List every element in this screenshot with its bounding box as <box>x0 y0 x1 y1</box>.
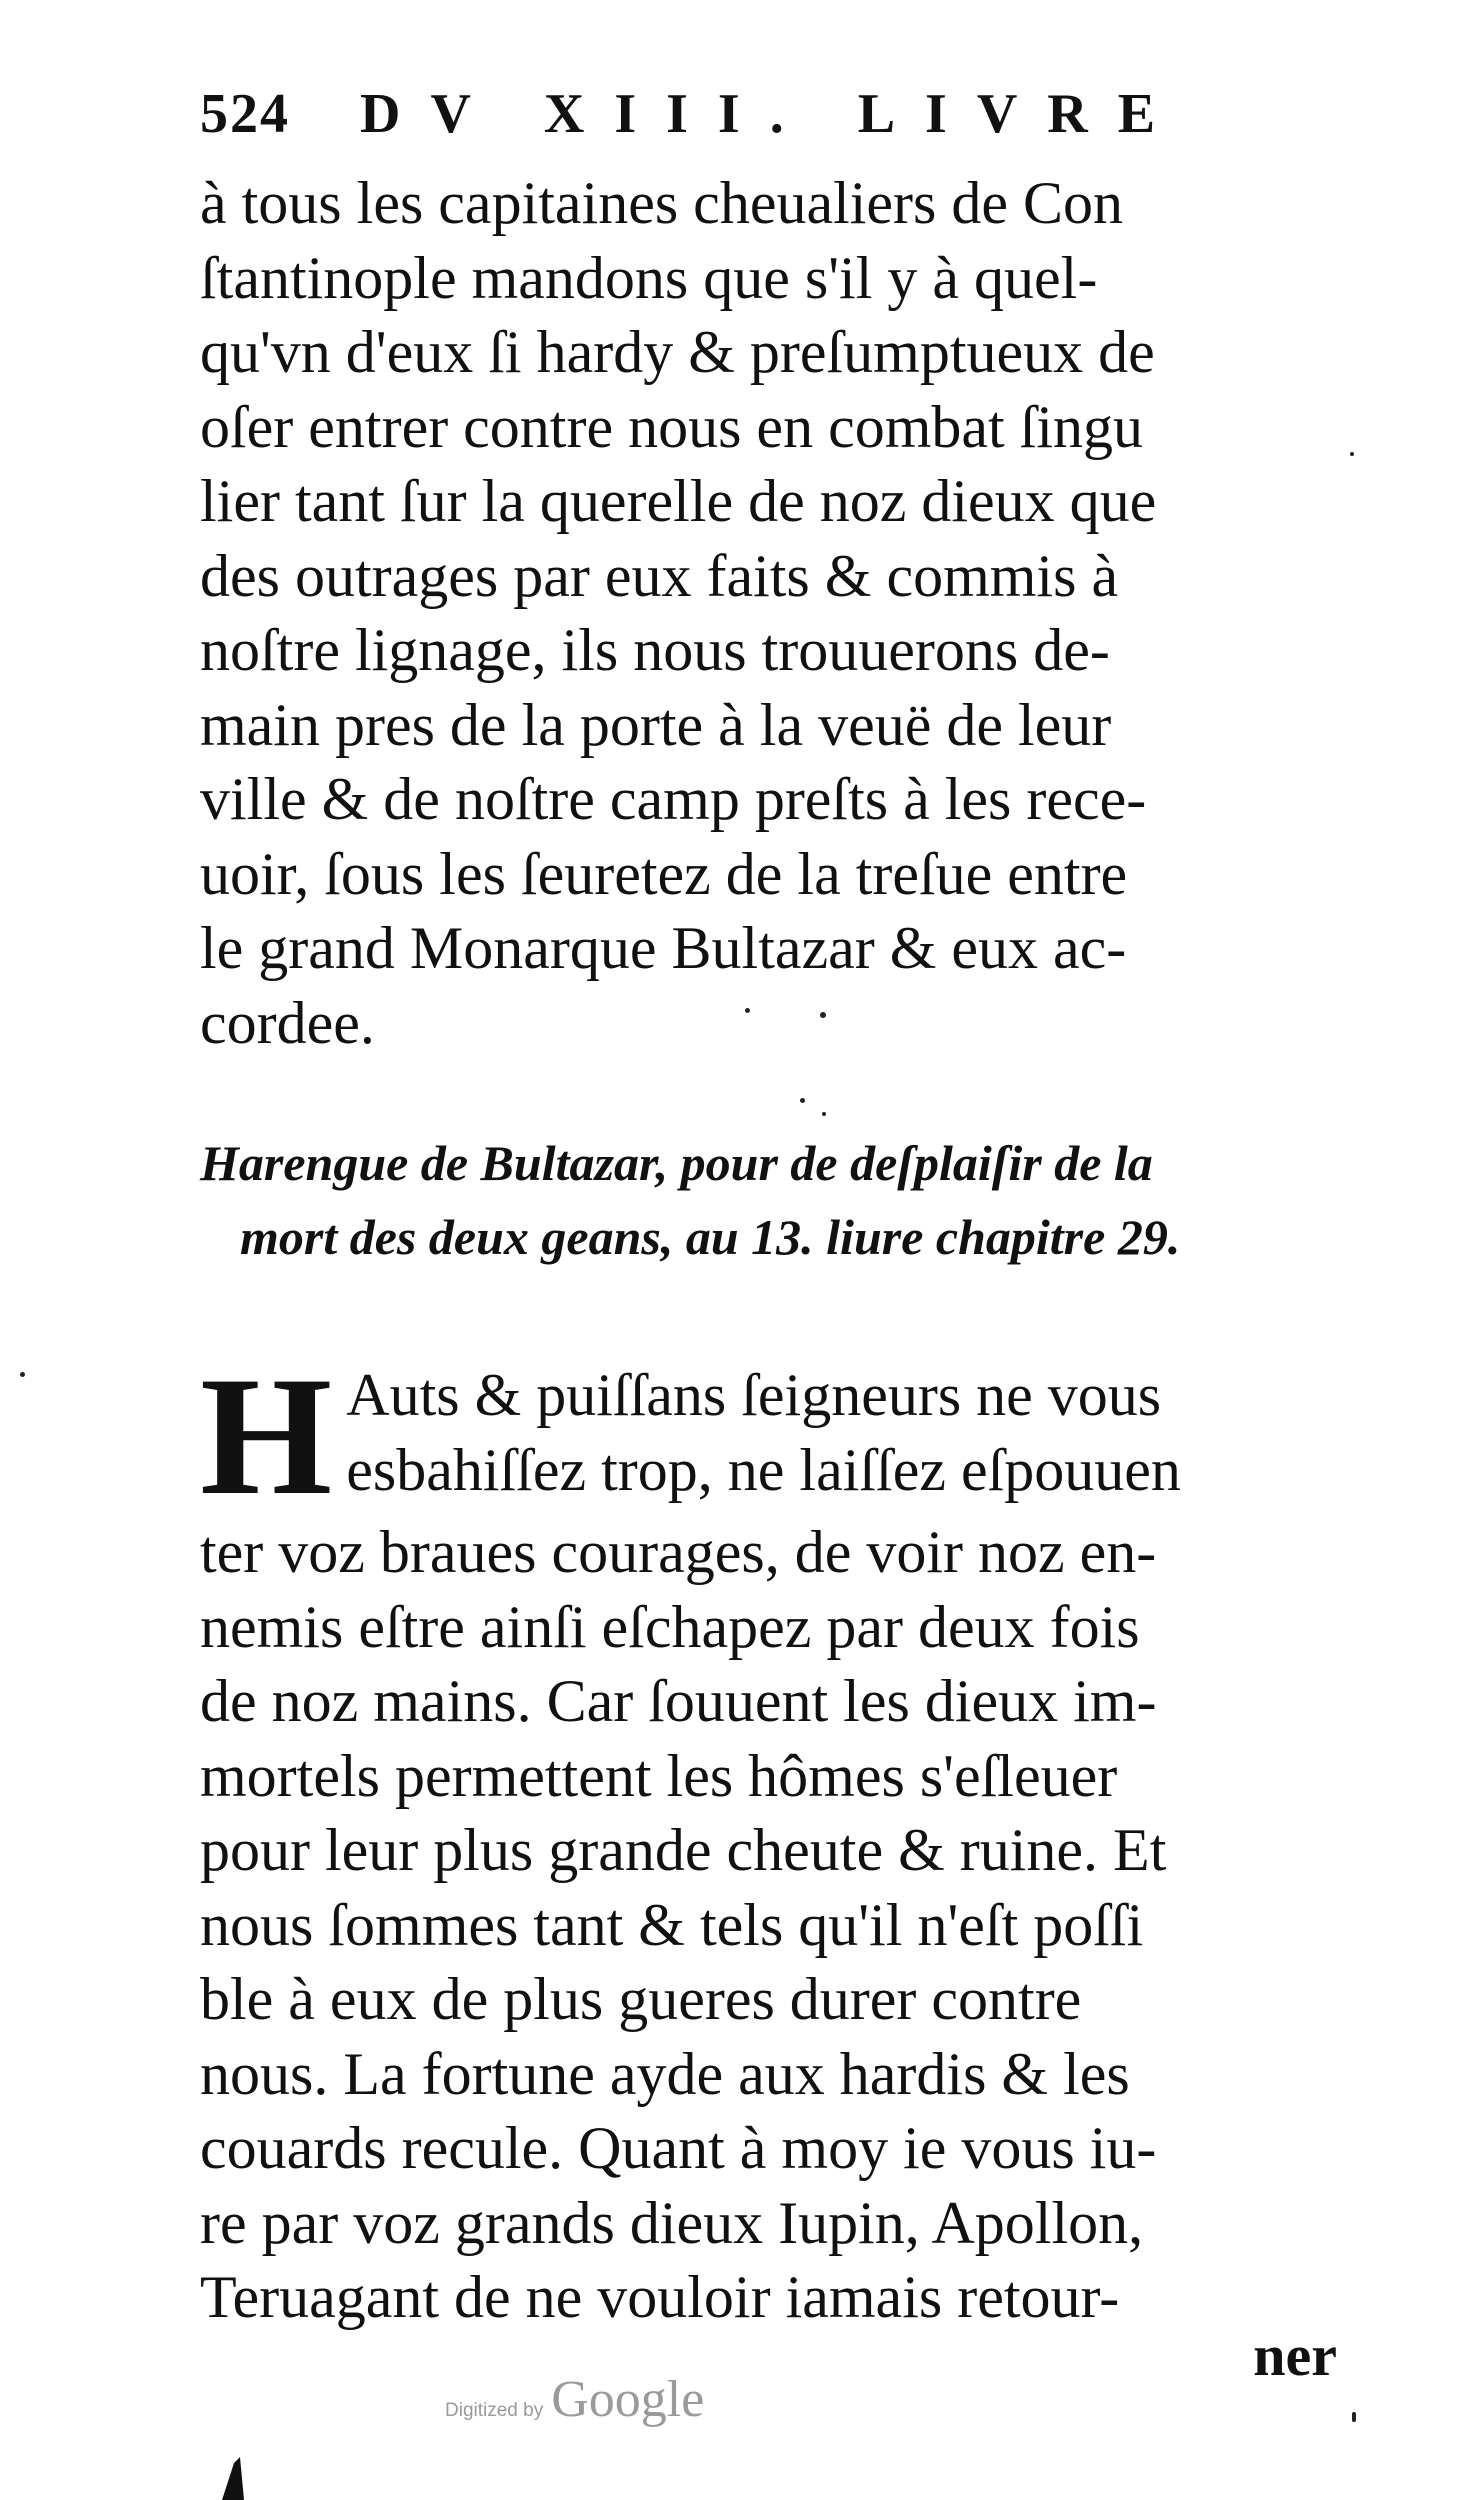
heading-line: mort des deux geans, au 13. liure chapitre 29. <box>240 1209 1181 1265</box>
text-line: ville & de noſtre camp preſts à les rece- <box>200 766 1147 832</box>
text-line: pour leur plus grande cheute & ruine. Et <box>200 1817 1167 1883</box>
text-line: ter voz braues courages, de voir noz en- <box>200 1519 1157 1585</box>
digitized-watermark <box>445 2370 704 2429</box>
text-line: ſtantinople mandons que s'il y à quel- <box>200 244 1098 311</box>
ink-speck <box>745 1008 750 1013</box>
text-line: couards recule. Quant à moy ie vous iu- <box>200 2115 1157 2181</box>
ink-speck <box>1350 452 1354 456</box>
text-line: re par voz grands dieux Iupin, Apollon, <box>200 2189 1144 2256</box>
text-line: nous ſommes tant & tels qu'il n'eſt poſſi <box>200 1891 1144 1958</box>
ink-speck <box>1352 2412 1356 2422</box>
section-heading <box>200 1126 1380 1274</box>
text-line: nous. La fortune ayde aux hardis & les <box>200 2040 1130 2107</box>
ink-speck <box>800 1098 805 1103</box>
page-number: 524 <box>200 83 290 145</box>
text-line: nemis eſtre ainſi eſchapez par deux fois <box>200 1593 1140 1660</box>
heading-line: Harengue de Bultazar, pour de deſplaiſir de la <box>200 1135 1153 1191</box>
text-line: noſtre lignage, ils nous trouuerons de- <box>200 617 1110 683</box>
text-line: cordee. <box>200 989 375 1056</box>
text-line: ble à eux de plus gueres durer contre <box>200 1966 1082 2032</box>
drop-cap: H <box>200 1342 333 1530</box>
text-line: oſer entrer contre nous en combat ſingu <box>200 393 1144 460</box>
paragraph-1 <box>200 166 1380 1060</box>
ink-speck <box>20 1372 25 1377</box>
ink-speck <box>820 1012 826 1018</box>
text-line: à tous les capitaines cheualiers de Con <box>200 170 1124 236</box>
text-line: uoir, ſous les ſeuretez de la treſue entre <box>200 840 1128 907</box>
paragraph-2 <box>200 1342 1380 2335</box>
text-line: lier tant ſur la querelle de noz dieux que <box>200 468 1157 534</box>
digitized-brand: Google <box>551 2371 705 2428</box>
catchword: ner <box>1253 2323 1337 2388</box>
ink-speck <box>822 1112 826 1116</box>
text-line: des outrages par eux faits & commis à <box>200 542 1119 609</box>
text-line: qu'vn d'eux ſi hardy & preſumptueux de <box>200 319 1155 385</box>
digitized-label: Digitized by <box>445 2400 544 2421</box>
text-line: esbahiſſez trop, ne laiſſez eſpouuen <box>346 1436 1181 1503</box>
margin-ink-mark <box>218 2455 248 2500</box>
text-line: de noz mains. Car ſouuent les dieux im- <box>200 1668 1157 1734</box>
running-title: DV XIII. LIVRE <box>360 83 1186 145</box>
text-line: main pres de la porte à la veuë de leur <box>200 691 1112 758</box>
text-line: Auts & puiſſans ſeigneurs ne vous <box>346 1362 1162 1428</box>
text-line: mortels permettent les hômes s'eſleuer <box>200 1742 1118 1809</box>
text-line: Teruagant de ne vouloir iamais retour- <box>200 2264 1120 2330</box>
text-line: le grand Monarque Bultazar & eux ac- <box>200 915 1127 981</box>
running-head <box>200 82 1380 146</box>
